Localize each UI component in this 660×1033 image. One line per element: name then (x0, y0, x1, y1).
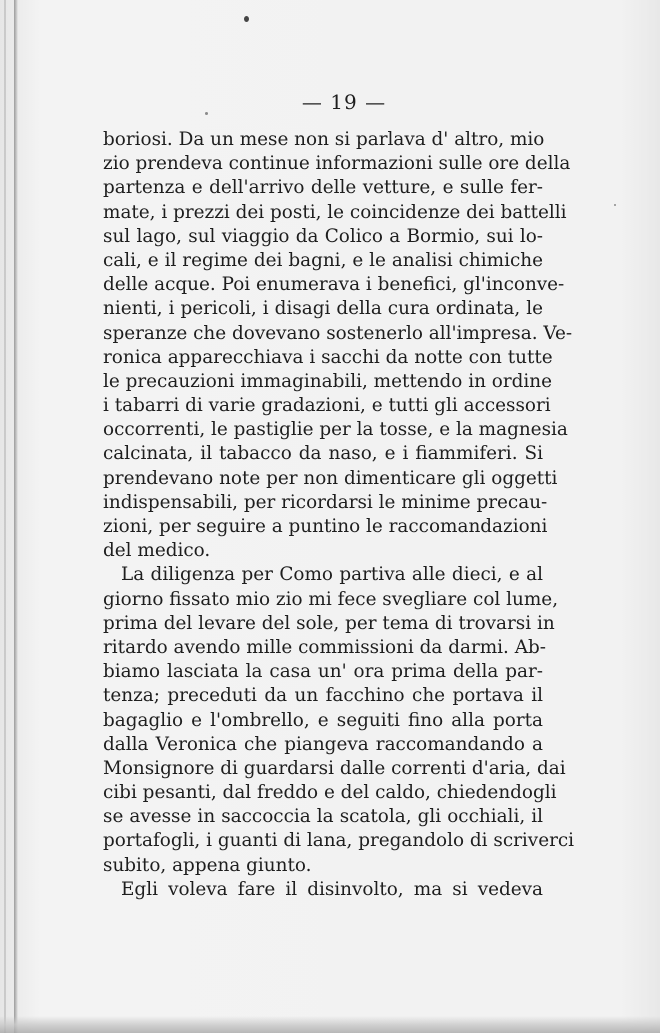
text-line: prima del levare del sole, per tema di trovarsi in (103, 612, 555, 634)
text-line: Monsignore di guardarsi dalle correnti d'aria, dai (103, 757, 566, 779)
ink-speck (614, 204, 616, 206)
ink-speck (244, 16, 249, 22)
text-line: giorno fissato mio zio mi fece svegliare col lume, (103, 588, 559, 610)
text-line: occorrenti, le pastiglie per la tosse, e la magnesia (103, 419, 568, 441)
text-line: mate, i prezzi dei posti, le coincidenze dei battelli (103, 201, 567, 223)
text-line: ritardo avendo mille commissioni da darmi. Ab- (103, 636, 547, 658)
text-line: indispensabili, per ricordarsi le minime precau- (103, 491, 548, 513)
text-line: delle acque. Poi enumerava i benefici, gl'inconve- (103, 274, 565, 296)
text-line: prendevano note per non dimenticare gli oggetti (103, 467, 558, 489)
text-line: subito, appena giunto. (103, 854, 312, 876)
text-line: Egli voleva fare il disinvolto, ma si vedeva (121, 878, 543, 900)
text-line: cibi pesanti, dal freddo e del caldo, chiedendogli (103, 782, 557, 804)
text-line: dalla Veronica che piangeva raccomandando a (103, 733, 543, 755)
text-line: sul lago, sul viaggio da Colico a Bormio, sui lo- (103, 225, 543, 247)
page-bottom-edge (0, 1016, 660, 1033)
text-line: ronica apparecchiava i sacchi da notte con tutte (103, 346, 553, 368)
text-line: tenza; preceduti da un facchino che portava il (103, 685, 543, 707)
text-line: speranze che dovevano sostenerlo all'impresa. Ve- (103, 322, 573, 344)
text-line: La diligenza per Como partiva alle dieci, e al (121, 564, 543, 586)
text-line: zioni, per seguire a puntino le raccomandazioni (103, 516, 548, 537)
binding-shadow (4, 0, 6, 1033)
text-line: biamo lasciata la casa un' ora prima della par- (103, 661, 543, 683)
text-line: nienti, i pericoli, i disagi della cura ordinata, le (103, 298, 543, 320)
text-line: zio prendeva continue informazioni sulle ore della (103, 153, 571, 175)
page-number: — 19 — (301, 90, 387, 114)
binding-edge (14, 0, 18, 1033)
text-line: se avesse in saccoccia la scatola, gli occhiali, il (103, 806, 543, 828)
text-line: del medico. (103, 540, 211, 562)
text-line: partenza e dell'arrivo delle vetture, e sulle fer- (103, 177, 543, 199)
text-line: i tabarri di varie gradazioni, e tutti gli accessori (103, 395, 551, 417)
text-line: boriosi. Da un mese non si parlava d' altro, mio (103, 129, 545, 150)
text-line: portafogli, i guanti di lana, pregandolo di scriverci (103, 830, 575, 852)
text-line: cali, e il regime dei bagni, e le analisi chimiche (103, 249, 543, 271)
body-text (103, 128, 575, 902)
text-line: bagaglio e l'ombrello, e seguiti fino alla porta (103, 709, 543, 731)
text-line: calcinata, il tabacco da naso, e i fiammiferi. Si (103, 443, 543, 465)
text-line: le precauzioni immaginabili, mettendo in ordine (103, 370, 553, 392)
